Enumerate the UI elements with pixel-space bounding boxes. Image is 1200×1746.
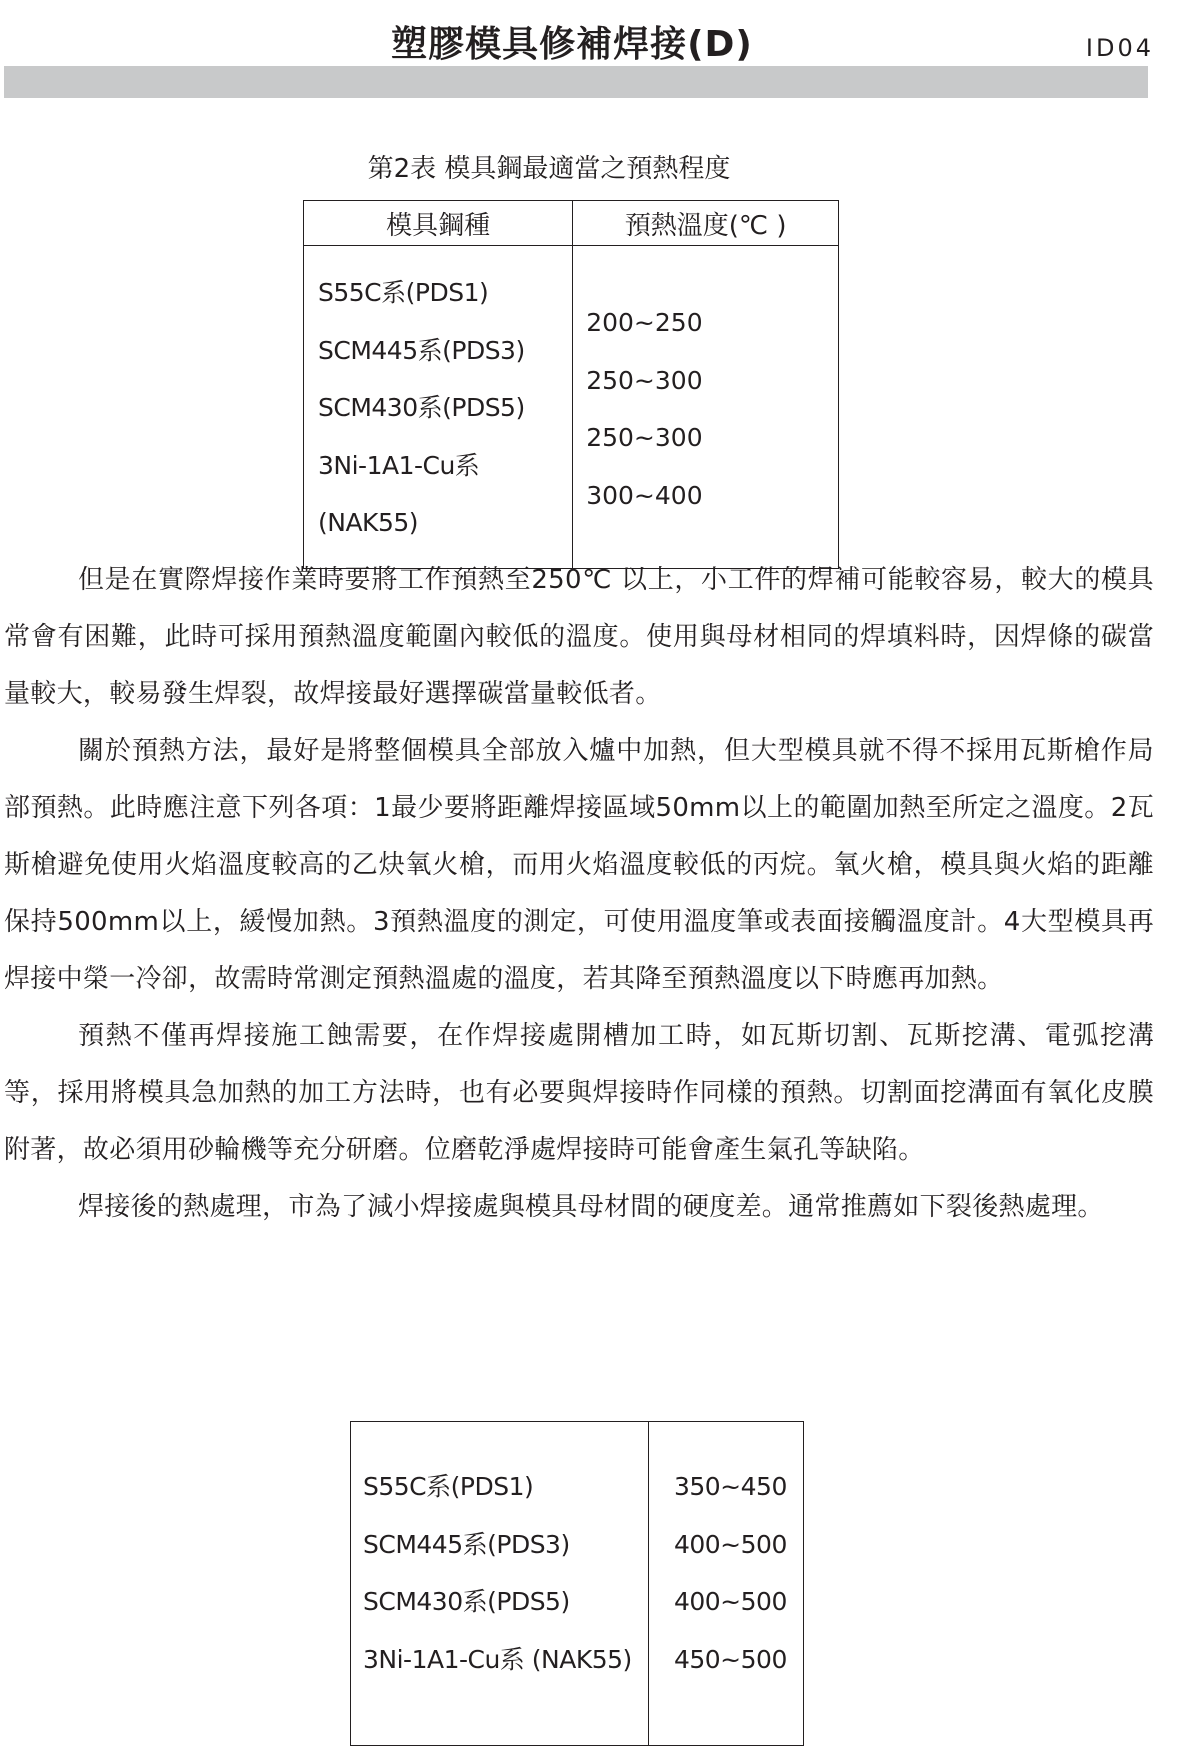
body-text [4,552,1154,1236]
steel-line: SCM430系(PDS5) [318,393,525,422]
temp-value: 300~400 [586,480,703,510]
document-code: ID04 [1085,34,1154,62]
table2-steel-cell [351,1422,649,1746]
preheat-table [303,200,839,569]
temp-value: 200~250 [586,308,703,337]
steel-line: 3Ni-1A1-Cu系 [318,450,480,480]
post-heat-table [350,1421,804,1746]
table1-steel-cell [304,246,573,569]
temp-value: 400~500 [673,1587,787,1616]
paragraph: 焊接後的熱處理，市為了減小焊接處與模具母材間的硬度差。通常推薦如下裂後熱處理。 [78,1192,1104,1222]
table1-temp-cell [573,246,839,569]
table2-temp-cell [648,1422,803,1746]
steel-line: (NAK55) [318,508,419,537]
page-title: 塑膠模具修補焊接(D) [391,24,753,65]
temp-value: 250~300 [586,423,703,452]
table1-caption: 第2表 模具鋼最適當之預熱程度 [367,154,731,184]
paragraph: 但是在實際焊接作業時要將工作預熱至250℃ 以上，小工件的焊補可能較容易，較大的模具常會有困難，此時可採用預熱溫度範圍內較低的溫度。使用與母材相同的焊填料時，因焊條的碳當量較大，較易發生焊裂，故焊接最好選擇碳當量較低者。 [4,565,1154,709]
steel-line: SCM430系(PDS5) [363,1587,570,1616]
steel-line: 3Ni-1A1-Cu系 (NAK55) [363,1644,632,1674]
temp-value: 350~450 [673,1472,787,1501]
steel-line: SCM445系(PDS3) [363,1529,570,1559]
paragraph: 關於預熱方法，最好是將整個模具全部放入爐中加熱，但大型模具就不得不採用瓦斯槍作局部預熱。此時應注意下列各項：1最少要將距離焊接區域50mm以上的範圍加熱至所定之溫度。2瓦斯槍避免使用火焰溫度較高的乙炔氧火槍，而用火焰溫度較低的丙烷。氧火槍，模具與火焰的距離保持500mm以上，緩慢加熱。3預熱溫度的測定，可使用溫度筆或表面接觸溫度計。4大型模具再焊接中榮一冷卻，故需時常測定預熱溫處的溫度，若其降至預熱溫度以下時應再加熱。 [4,736,1154,994]
steel-line: S55C系(PDS1) [318,278,489,307]
table1-header-temp: 預熱溫度(℃ ) [573,201,839,246]
temp-value: 450~500 [673,1644,787,1674]
temp-value: 250~300 [586,365,703,395]
steel-line: SCM445系(PDS3) [318,335,525,365]
paragraph: 預熱不僅再焊接施工蝕需要，在作焊接處開槽加工時，如瓦斯切割、瓦斯挖溝、電弧挖溝等，採用將模具急加熱的加工方法時，也有必要與焊接時作同樣的預熱。切割面挖溝面有氧化皮膜附著，故必須用砂輪機等充分研磨。位磨乾淨處焊接時可能會產生氣孔等缺陷。 [4,1021,1154,1165]
table1-header-steel: 模具鋼種 [304,201,573,246]
steel-line: S55C系(PDS1) [363,1472,534,1501]
header-bar [4,66,1148,98]
temp-value: 400~500 [673,1529,787,1559]
